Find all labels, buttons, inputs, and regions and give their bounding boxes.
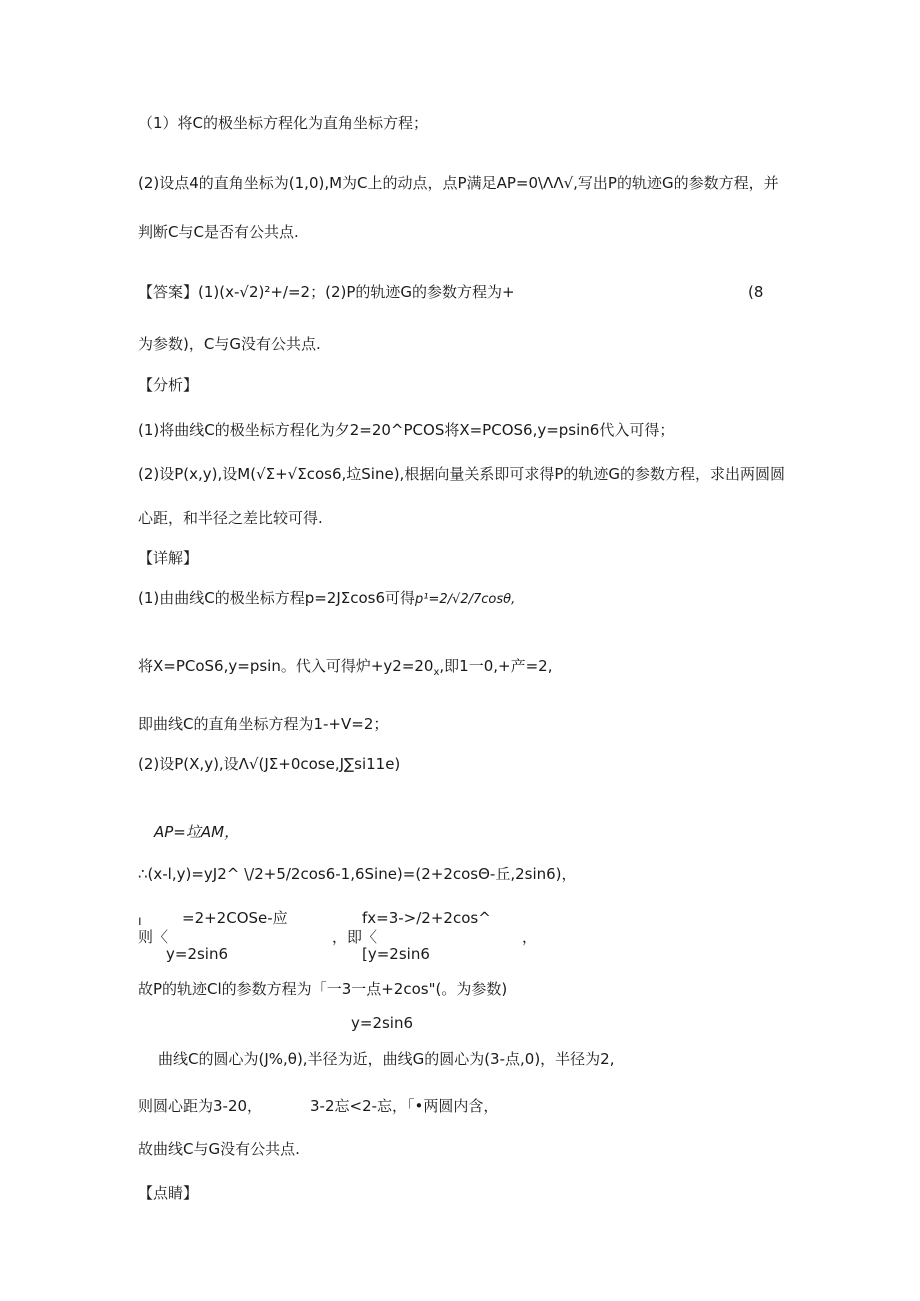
comment-heading: 【点睛】 xyxy=(138,1184,199,1202)
detail-step-1-substitution: 将X=PCoS6,y=psin。代入可得炉+y2=20 xyxy=(138,657,434,675)
answer-line-1-right: (8 xyxy=(748,283,764,301)
circle-centers: 曲线C的圆心为(J%,θ),半径为近，曲线G的圆心为(3-点,0)，半径为2, xyxy=(158,1050,615,1068)
detail-step-1-line-2 xyxy=(138,656,552,679)
trajectory-equation-line-1: 故P的轨迹Cl的参数方程为「一3一点+2cos"(。为参数) xyxy=(138,980,508,998)
detail-step-1-result: ,即1一0,+产=2, xyxy=(439,657,553,675)
detail-heading: 【详解】 xyxy=(138,549,199,567)
detail-step-1-subscript: x xyxy=(433,667,440,678)
question-part-2-line-1: (2)设点4的直角坐标为(1,0),M为C上的动点，点P满足AP=0\ΛΛ√,写出P的轨迹G的参数方程，并 xyxy=(138,174,779,192)
detail-step-1-text: (1)由曲线C的极坐标方程p=2JΣcos6可得 xyxy=(138,589,416,607)
detail-step-1-conclusion: 即曲线C的直角坐标方程为1-+V=2； xyxy=(138,715,389,733)
detail-vector-relation: AP=垃AM， xyxy=(154,823,240,841)
then-brace: 则〈 xyxy=(138,928,169,946)
detail-step-1-formula: p¹=2∕√2∕7cosθ, xyxy=(415,592,516,607)
center-distance: 则圆心距为3-20， xyxy=(138,1097,263,1115)
detail-step-1-line-1 xyxy=(138,588,515,610)
system-mark: ı xyxy=(138,914,142,929)
analysis-heading: 【分析】 xyxy=(138,376,199,394)
question-part-1: （1）将C的极坐标方程化为直角坐标方程； xyxy=(138,114,429,132)
that-is-brace: ，即〈 xyxy=(332,928,378,946)
analysis-step-2-line-2: 心距，和半径之差比较可得. xyxy=(138,509,323,527)
circle-comparison: 3-2忘<2-忘，「•两圆内含， xyxy=(310,1097,499,1115)
system-1-line-2: y=2sin6 xyxy=(166,945,229,963)
analysis-step-1: (1)将曲线C的极坐标方程化为夕2=20^PCOS将X=PCOS6,y=psin6代入可得； xyxy=(138,421,675,439)
answer-line-2: 为参数)，C与G没有公共点. xyxy=(138,335,321,353)
detail-step-2-setup: (2)设P(X,y),设Λ√(JΣ+0cose,J∑si11e) xyxy=(138,755,401,773)
system-2-line-2: [y=2sin6 xyxy=(362,945,430,963)
trailing-comma: ， xyxy=(522,928,538,946)
system-1-line-1: =2+2COSe-应 xyxy=(182,909,288,927)
detail-vector-expansion: ∴(x-l,y)=yJ2^ \/2+5/2cos6-1,6Sine)=(2+2cosΘ-丘,2sin6)， xyxy=(138,865,577,883)
analysis-step-2-line-1: (2)设P(x,y),设M(√Σ+√Σcos6,垃Sine),根据向量关系即可求得P的轨迹G的参数方程，求出两圆圆 xyxy=(138,465,785,483)
final-conclusion: 故曲线C与G没有公共点. xyxy=(138,1140,300,1158)
system-2-line-1: fx=3->∕2+2cos^ xyxy=(362,909,491,927)
trajectory-equation-line-2: y=2sin6 xyxy=(351,1014,414,1032)
answer-line-1: 【答案】(1)(x-√2)²+/=2；(2)P的轨迹G的参数方程为+ xyxy=(138,283,515,301)
question-part-2-line-2: 判断C与C是否有公共点. xyxy=(138,223,299,241)
